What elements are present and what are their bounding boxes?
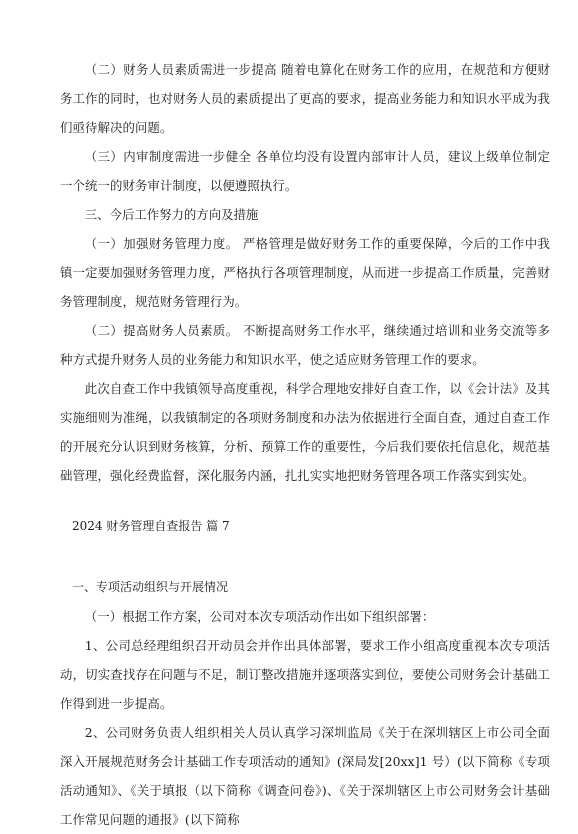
paragraph-improve-staff: （二）提高财务人员素质。 不断提高财务工作水平，继续通过培训和业务交流等多种方式提升财务人员的业务能力和知识水平，使之适应财务管理工作的要求。: [60, 323, 550, 367]
spacer: [60, 541, 550, 573]
paragraph-internal-audit: （三）内审制度需进一步健全 各单位均没有设置内部审计人员，建议上级单位制定一个统一的财务审计制度，以便遵照执行。: [60, 149, 550, 193]
section-1-title: 一、专项活动组织与开展情况: [72, 580, 229, 594]
paragraph-strengthen-management: （一）加强财务管理力度。 严格管理是做好财务工作的重要保障，今后的工作中我镇一定要加强财务管理力度，严格执行各项管理制度，从而进一步提高工作质量，完善财务管理制度，规范财务管理行为。: [60, 236, 550, 309]
paragraph-staff-quality: （二）财务人员素质需进一步提高 随着电算化在财务工作的应用，在规范和方便财务工作的同时，也对财务人员的素质提出了更高的要求，提高业务能力和知识水平成为我们亟待解决的问题。: [60, 62, 550, 135]
report-title: 2024 财务管理自查报告 篇 7: [72, 519, 230, 533]
spacer: [60, 490, 550, 512]
paragraph-item-1: 1、公司总经理组织召开动员会并作出具体部署，要求工作小组高度重视本次专项活动，切实查找存在问题与不足，制订整改措施并逐项落实到位，要使公司财务会计基础工作得到进一步提高。: [60, 638, 550, 711]
heading-future-direction: 三、今后工作努力的方向及措施: [84, 207, 259, 222]
paragraph-self-inspection-summary: 此次自查工作中我镇领导高度重视，科学合理地安排好自查工作，以《会计法》及其实施细则为准绳，以我镇制定的各项财务制度和办法为依据进行全面自查，通过自查工作的开展充分认识到财务核算，分析、预算工作的重要性，今后我们要依托信息化，规范基础管理，强化经费监督，深化服务内涵，扎扎实实地把财务管理各项工作落实到实处。: [60, 381, 550, 483]
paragraph-item-2: 2、公司财务负责人组织相关人员认真学习深圳监局《关于在深圳辖区上市公司全面深入开展规范财务会计基础工作专项活动的通知》(深局发[20xx]1 号）(以下简称《专项活动通知》、《关于填报（以下简称《调查问卷》)、《关于深圳辖区上市公司财务会计基础工作常见问题的通报》(以下简称: [60, 725, 550, 827]
document-page: [60, 55, 550, 834]
paragraph-organization: （一）根据工作方案，公司对本次专项活动作出如下组织部署：: [84, 609, 435, 624]
